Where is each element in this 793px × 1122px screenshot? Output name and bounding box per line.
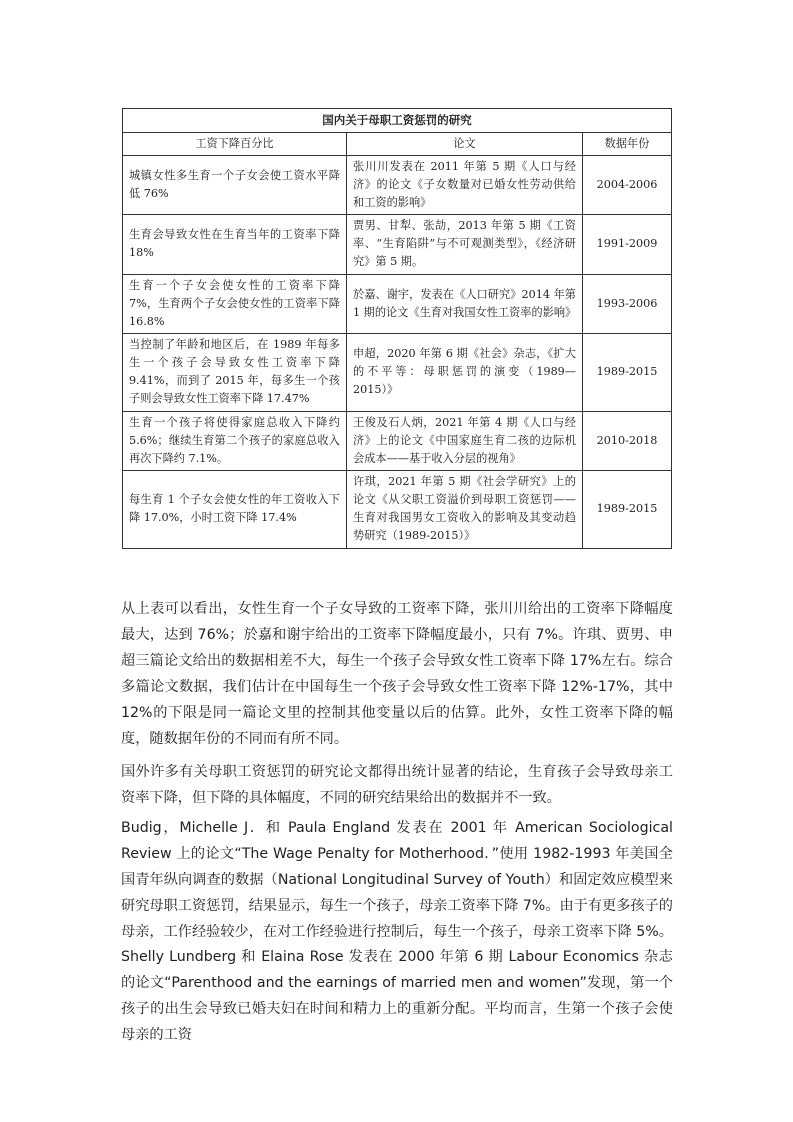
table-row [123, 274, 672, 333]
cell-years: 1991-2009 [583, 215, 672, 274]
cell-wage-drop: 当控制了年龄和地区后，在 1989 年每多生一个孩子会导致女性工资率下降 9.41%，而到了 2015 年，每多生一个孩子则会导致女性工资率下降 17.47% [123, 334, 347, 412]
cell-paper: 贾男、甘犁、张劼，2013 年第 5 期《工资率、“生育陷阱”与不可观测类型》，《经济研究》第 5 期。 [347, 215, 583, 274]
cell-years: 2004-2006 [583, 155, 672, 214]
header-wage-drop: 工资下降百分比 [123, 132, 347, 155]
paragraph-text: 国外许多有关母职工资惩罚的研究论文都得出统计显著的结论，生育孩子会导致母亲工资率下降，但下降的具体幅度，不同的研究结果给出的数据并不一致。 [121, 764, 673, 806]
cell-wage-drop: 城镇女性多生育一个子女会使工资水平降低 76% [123, 155, 347, 214]
table-title: 国内关于母职工资惩罚的研究 [123, 109, 672, 133]
table-row [123, 155, 672, 214]
body-paragraph [121, 759, 673, 811]
cell-wage-drop: 生育一个孩子将使得家庭总收入下降约 5.6%；继续生育第二个孩子的家庭总收入再次下降约 7.1%。 [123, 411, 347, 470]
cell-paper: 申超，2020 年第 6 期《社会》杂志，《扩大的不平等：母职惩罚的演变（1989—2015）》 [347, 334, 583, 412]
paragraph-text: Budig，Michelle J．和 Paula England 发表在 2001 年 American Sociological Review 上的论文“The Wage Penalty for Motherhood．”使用 1982-1993 年美国全国青年纵向调查的数据（National Longitudinal Survey of Youth）和固定效应模型来研究母职工资惩罚，结果显示，每生一个孩子，母亲工资率下降 7%。由于有更多孩子的母亲，工作经验较少，在对工作经验进行控制后，每生一个孩子，母亲工资率下降 5%。 [121, 820, 673, 940]
header-paper: 论文 [347, 132, 583, 155]
cell-wage-drop: 每生育 1 个子女会使女性的年工资收入下降 17.0%，小时工资下降 17.4% [123, 471, 347, 549]
body-paragraph [121, 944, 673, 1048]
cell-paper: 王俊及石人炳，2021 年第 4 期《人口与经济》上的论文《中国家庭生育二孩的边际机会成本——基于收入分层的视角》 [347, 411, 583, 470]
cell-paper: 许琪，2021 年第 5 期《社会学研究》上的论文《从父职工资溢价到母职工资惩罚——生育对我国男女工资收入的影响及其变动趋势研究（1989-2015）》 [347, 471, 583, 549]
cell-years: 1993-2006 [583, 274, 672, 333]
cell-years: 2010-2018 [583, 411, 672, 470]
cell-wage-drop: 生育会导致女性在生育当年的工资率下降 18% [123, 215, 347, 274]
cell-wage-drop: 生育一个子女会使女性的工资率下降 7%，生育两个子女会使女性的工资率下降 16.8% [123, 274, 347, 333]
table-row [123, 471, 672, 549]
paragraph-text: Shelly Lundberg 和 Elaina Rose 发表在 2000 年第 6 期 Labour Economics 杂志的论文“Parenthood and the earnings of married men and women”发现，第一个孩子的出生会导致已婚夫妇在时间和精力上的重新分配。平均而言，生第一个孩子会使母亲的工资 [121, 949, 673, 1043]
paragraph-text: 从上表可以看出，女性生育一个子女导致的工资率下降，张川川给出的工资率下降幅度最大，达到 76%；於嘉和谢宇给出的工资率下降幅度最小，只有 7%。许琪、贾男、申超三篇论文给出的数据相差不大，每生一个孩子会导致女性工资率下降 17%左右。综合多篇论文数据，我们估计在中国每生一个孩子会导致女性工资率下降 12%-17%，其中 12%的下限是同一篇论文里的控制其他变量以后的估算。此外，女性工资率下降的幅度，随数据年份的不同而有所不同。 [121, 601, 673, 747]
body-paragraph [121, 596, 673, 752]
cell-paper: 於嘉、谢宇，发表在《人口研究》2014 年第 1 期的论文《生育对我国女性工资率的影响》 [347, 274, 583, 333]
body-paragraph [121, 815, 673, 945]
table-header-row [123, 132, 672, 155]
table-row [123, 411, 672, 470]
header-data-years: 数据年份 [583, 132, 672, 155]
table-row [123, 215, 672, 274]
cell-years: 1989-2015 [583, 334, 672, 412]
cell-paper: 张川川发表在 2011 年第 5 期《人口与经济》的论文《子女数量对已婚女性劳动供给和工资的影响》 [347, 155, 583, 214]
table-title-row [123, 109, 672, 133]
cell-years: 1989-2015 [583, 471, 672, 549]
research-table [122, 108, 672, 549]
table-row [123, 334, 672, 412]
